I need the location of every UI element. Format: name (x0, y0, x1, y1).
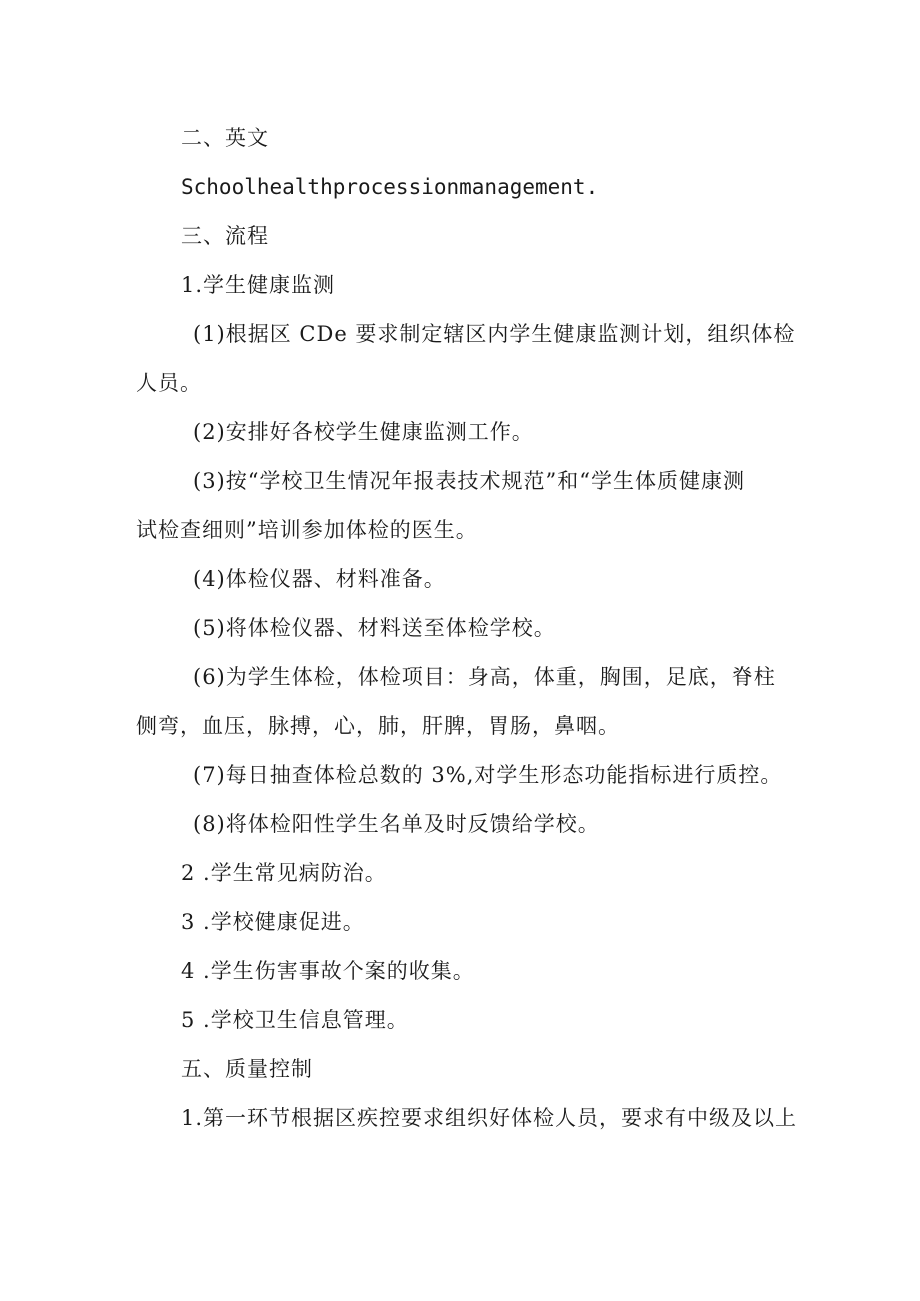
item-2: 2 .学生常见病防治。 (181, 861, 387, 885)
item-5: 5 .学校卫生信息管理。 (181, 1008, 409, 1032)
item-1-6-line-2: 侧弯，血压，脉搏，心，肺，肝脾，胃肠，鼻咽。 (136, 714, 620, 738)
item-1-7: (7)每日抽查体检总数的 3%,对学生形态功能指标进行质控。 (193, 763, 783, 787)
quality-item-1: 1.第一环节根据区疾控要求组织好体检人员，要求有中级及以上 (181, 1106, 798, 1130)
item-1-2: (2)安排好各校学生健康监测工作。 (193, 420, 534, 444)
item-1-1-line-2: 人员。 (136, 371, 202, 395)
item-1-4: (4)体检仪器、材料准备。 (193, 567, 446, 591)
section-heading-process: 三、流程 (181, 224, 269, 248)
item-3: 3 .学校健康促进。 (181, 910, 365, 934)
item-1-3-line-1: (3)按“学校卫生情况年报表技术规范”和“学生体质健康测 (193, 469, 745, 493)
item-1-3-line-2: 试检查细则”培训参加体检的医生。 (136, 518, 478, 542)
item-1-6-line-1: (6)为学生体检，体检项目：身高，体重，胸围，足底，脊柱 (193, 665, 776, 689)
item-1-8: (8)将体检阳性学生名单及时反馈给学校。 (193, 812, 600, 836)
item-1-heading: 1.学生健康监测 (181, 273, 336, 297)
section-heading-english: 二、英文 (181, 126, 269, 150)
item-1-5: (5)将体检仪器、材料送至体检学校。 (193, 616, 556, 640)
item-1-1-line-1: (1)根据区 CDe 要求制定辖区内学生健康监测计划，组织体检 (193, 322, 796, 346)
item-4: 4 .学生伤害事故个案的收集。 (181, 959, 475, 983)
section-heading-quality-control: 五、质量控制 (181, 1057, 313, 1081)
english-name-text: Schoolhealthprocessionmanagement. (181, 175, 599, 199)
